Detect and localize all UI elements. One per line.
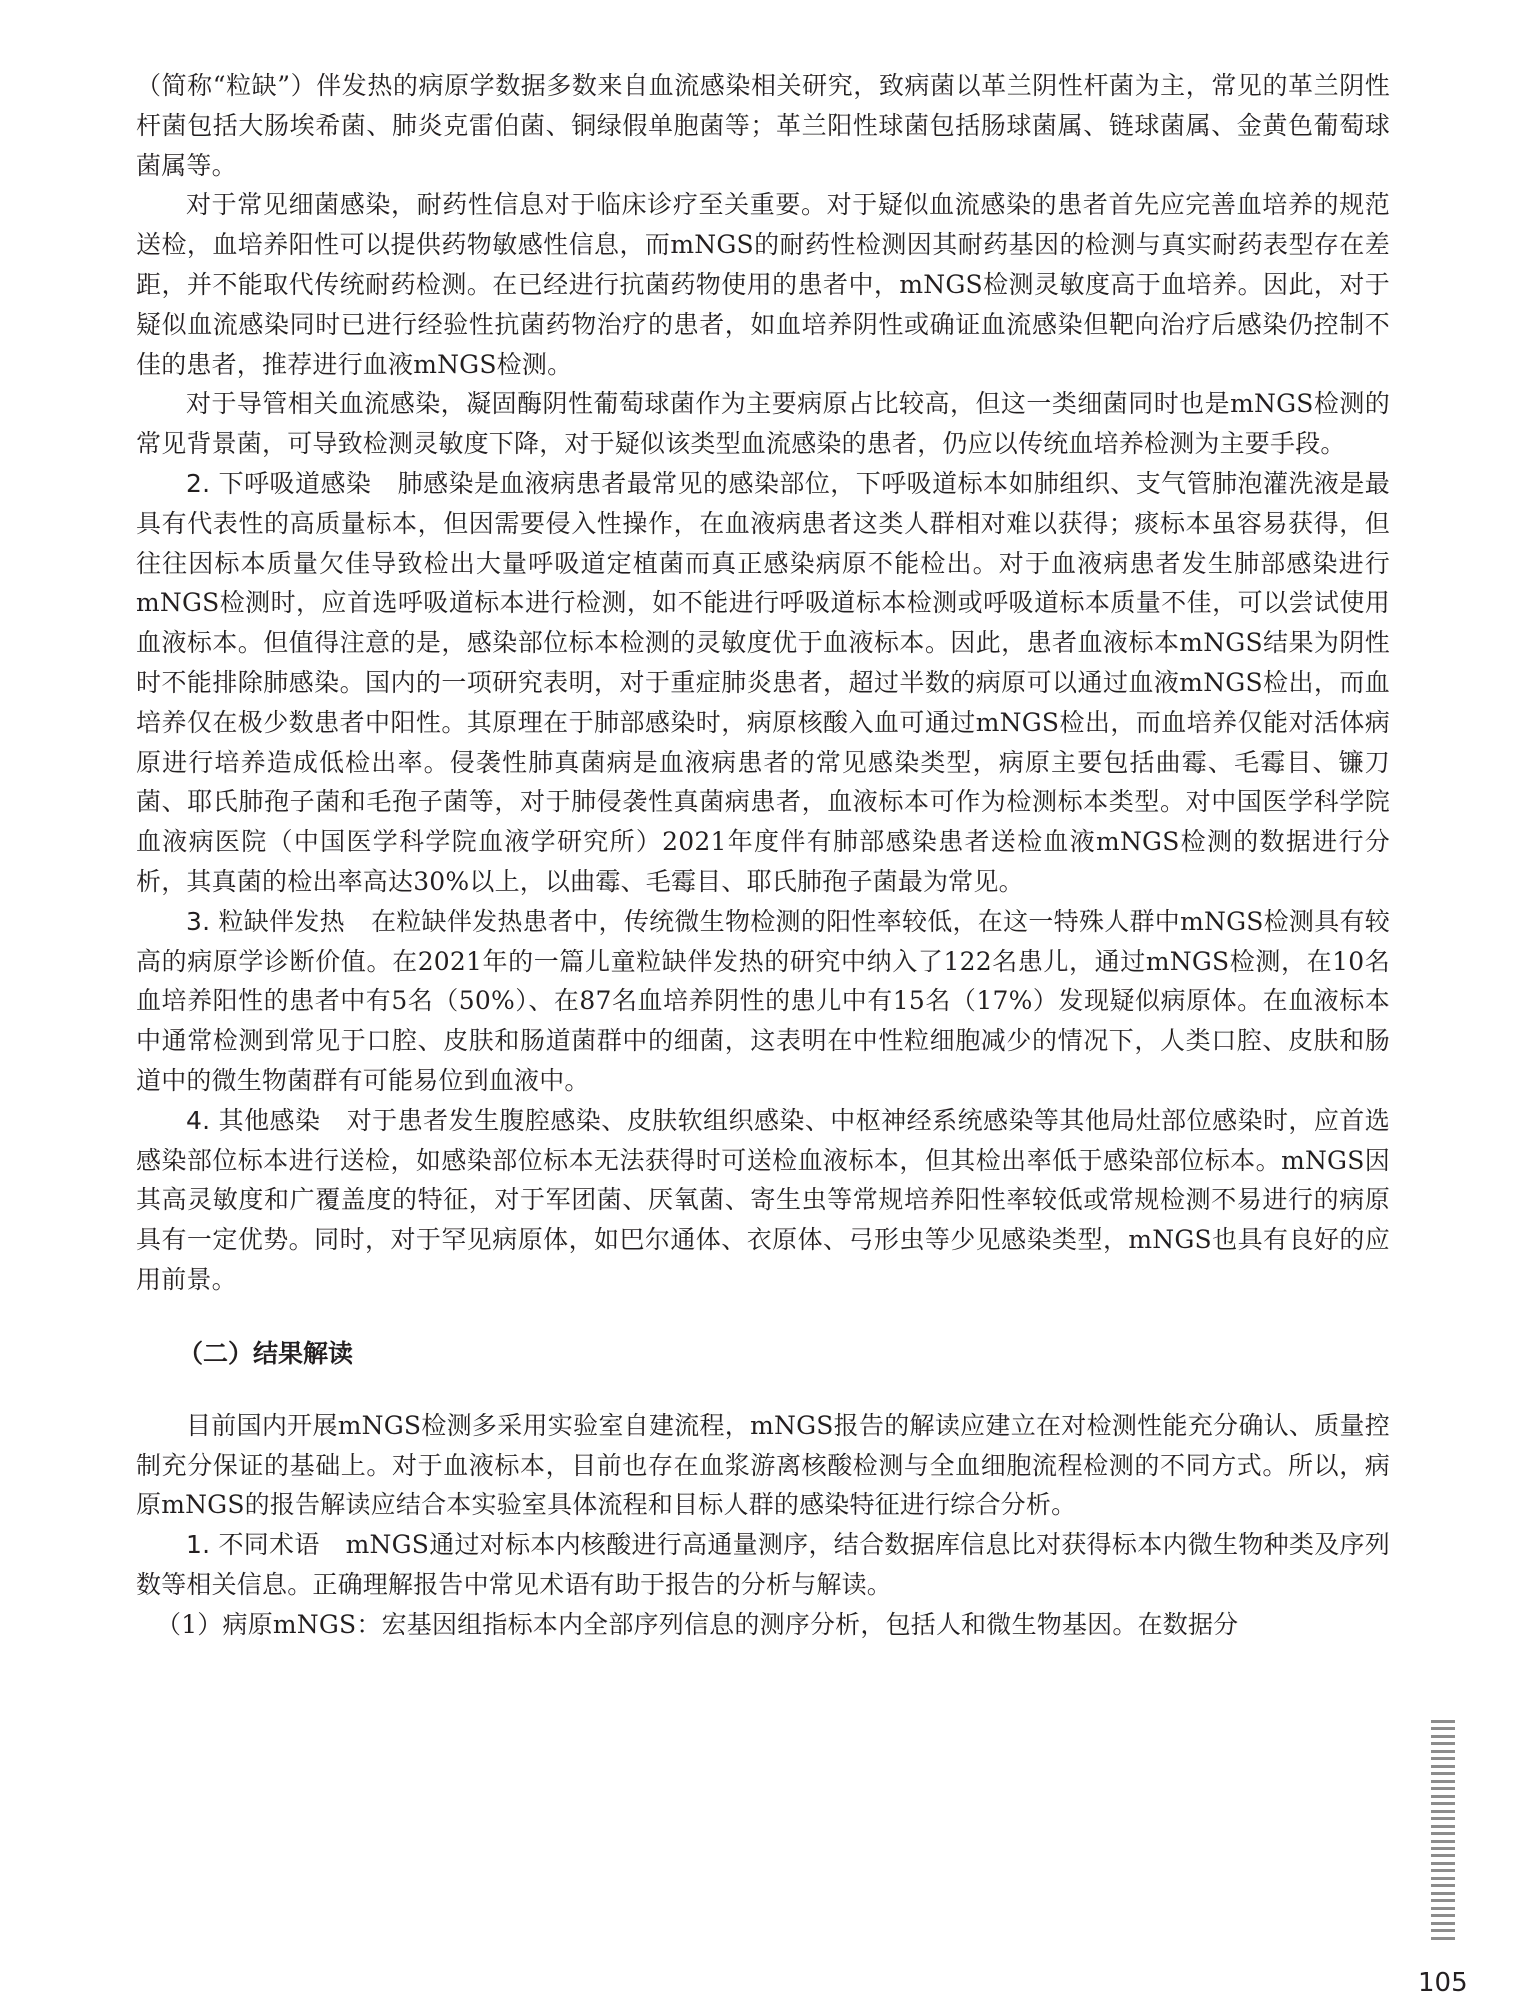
page-edge-marker <box>1431 1720 1455 1940</box>
paragraph-lead-other-infections: 4. 其他感染 <box>186 1105 321 1135</box>
paragraph-other-infections <box>136 1101 1390 1300</box>
paragraph-1-text: （简称“粒缺”）伴发热的病原学数据多数来自血流感染相关研究，致病菌以革兰阴性杆菌为主，常见的革兰阴性杆菌包括大肠埃希菌、肺炎克雷伯菌、铜绿假单胞菌等；革兰阳性球菌包括肠球菌属、链球菌属、金黄色葡萄球菌属等。 <box>136 71 1390 180</box>
paragraph-3 <box>136 384 1390 464</box>
paragraph-lead-terms: 1. 不同术语 <box>186 1530 320 1560</box>
paragraph-terms-text: mNGS通过对标本内核酸进行高通量测序，结合数据库信息比对获得标本内微生物种类及序列数等相关信息。正确理解报告中常见术语有助于报告的分析与解读。 <box>136 1530 1390 1599</box>
paragraph-neutropenia-fever-text: 在粒缺伴发热患者中，传统微生物检测的阳性率较低，在这一特殊人群中mNGS检测具有较高的病原学诊断价值。在2021年的一篇儿童粒缺伴发热的研究中纳入了122名患儿，通过mNGS检测，在10名血培养阳性的患者中有5名（50%）、在87名血培养阴性的患儿中有15名（17%）发现疑似病原体。在血液标本中通常检测到常见于口腔、皮肤和肠道菌群中的细菌，这表明在中性粒细胞减少的情况下，人类口腔、皮肤和肠道中的微生物菌群有可能易位到血液中。 <box>136 906 1390 1095</box>
paragraph-lead-neutropenia-fever: 3. 粒缺伴发热 <box>186 906 345 936</box>
paragraph-2-text: 对于常见细菌感染，耐药性信息对于临床诊疗至关重要。对于疑似血流感染的患者首先应完善血培养的规范送检，血培养阳性可以提供药物敏感性信息，而mNGS的耐药性检测因其耐药基因的检测与真实耐药表型存在差距，并不能取代传统耐药检测。在已经进行抗菌药物使用的患者中，mNGS检测灵敏度高于血培养。因此，对于疑似血流感染同时已进行经验性抗菌药物治疗的患者，如血培养阴性或确证血流感染但靶向治疗后感染仍控制不佳的患者，推荐进行血液mNGS检测。 <box>136 190 1390 379</box>
page-number: 105 <box>1418 1968 1468 1998</box>
paragraph-lower-respiratory <box>136 464 1390 902</box>
paragraph-lead-lower-respiratory: 2. 下呼吸道感染 <box>186 468 372 498</box>
paragraph-lower-respiratory-text: 肺感染是血液病患者最常见的感染部位，下呼吸道标本如肺组织、支气管肺泡灌洗液是最具有代表性的高质量标本，但因需要侵入性操作，在血液病患者这类人群相对难以获得；痰标本虽容易获得，但往往因标本质量欠佳导致检出大量呼吸道定植菌而真正感染病原不能检出。对于血液病患者发生肺部感染进行mNGS检测时，应首选呼吸道标本进行检测，如不能进行呼吸道标本检测或呼吸道标本质量不佳，可以尝试使用血液标本。但值得注意的是，感染部位标本检测的灵敏度优于血液标本。因此，患者血液标本mNGS结果为阴性时不能排除肺感染。国内的一项研究表明，对于重症肺炎患者，超过半数的病原可以通过血液mNGS检出，而血培养仅在极少数患者中阳性。其原理在于肺部感染时，病原核酸入血可通过mNGS检出，而血培养仅能对活体病原进行培养造成低检出率。侵袭性肺真菌病是血液病患者的常见感染类型，病原主要包括曲霉、毛霉目、镰刀菌、耶氏肺孢子菌和毛孢子菌等，对于肺侵袭性真菌病患者，血液标本可作为检测标本类型。对中国医学科学院血液病医院（中国医学科学院血液学研究所）2021年度伴有肺部感染患者送检血液mNGS检测的数据进行分析，其真菌的检出率高达30%以上，以曲霉、毛霉目、耶氏肺孢子菌最为常见。 <box>136 468 1390 896</box>
paragraph-mngs-definition <box>136 1605 1390 1645</box>
paragraph-mngs-definition-text: （1）病原mNGS：宏基因组指标本内全部序列信息的测序分析，包括人和微生物基因。在数据分 <box>156 1609 1239 1639</box>
paragraph-3-text: 对于导管相关血流感染，凝固酶阴性葡萄球菌作为主要病原占比较高，但这一类细菌同时也是mNGS检测的常见背景菌，可导致检测灵敏度下降，对于疑似该类型血流感染的患者，仍应以传统血培养检测为主要手段。 <box>136 389 1390 459</box>
paragraph-2 <box>136 185 1390 384</box>
paragraph-result-interpretation <box>136 1406 1390 1525</box>
paragraph-other-infections-text: 对于患者发生腹腔感染、皮肤软组织感染、中枢神经系统感染等其他局灶部位感染时，应首选感染部位标本进行送检，如感染部位标本无法获得时可送检血液标本，但其检出率低于感染部位标本。mNGS因其高灵敏度和广覆盖度的特征，对于军团菌、厌氧菌、寄生虫等常规培养阳性率较低或常规检测不易进行的病原具有一定优势。同时，对于罕见病原体，如巴尔通体、衣原体、弓形虫等少见感染类型，mNGS也具有良好的应用前景。 <box>136 1105 1390 1294</box>
paragraph-terms <box>136 1525 1390 1605</box>
page-body <box>136 66 1390 1644</box>
paragraph-neutropenia-fever <box>136 902 1390 1101</box>
paragraph-1 <box>136 66 1390 185</box>
paragraph-result-interpretation-text: 目前国内开展mNGS检测多采用实验室自建流程，mNGS报告的解读应建立在对检测性能充分确认、质量控制充分保证的基础上。对于血液标本，目前也存在血浆游离核酸检测与全血细胞流程检测的不同方式。所以，病原mNGS的报告解读应结合本实验室具体流程和目标人群的感染特征进行综合分析。 <box>136 1410 1390 1520</box>
section-heading: （二）结果解读 <box>178 1338 354 1368</box>
